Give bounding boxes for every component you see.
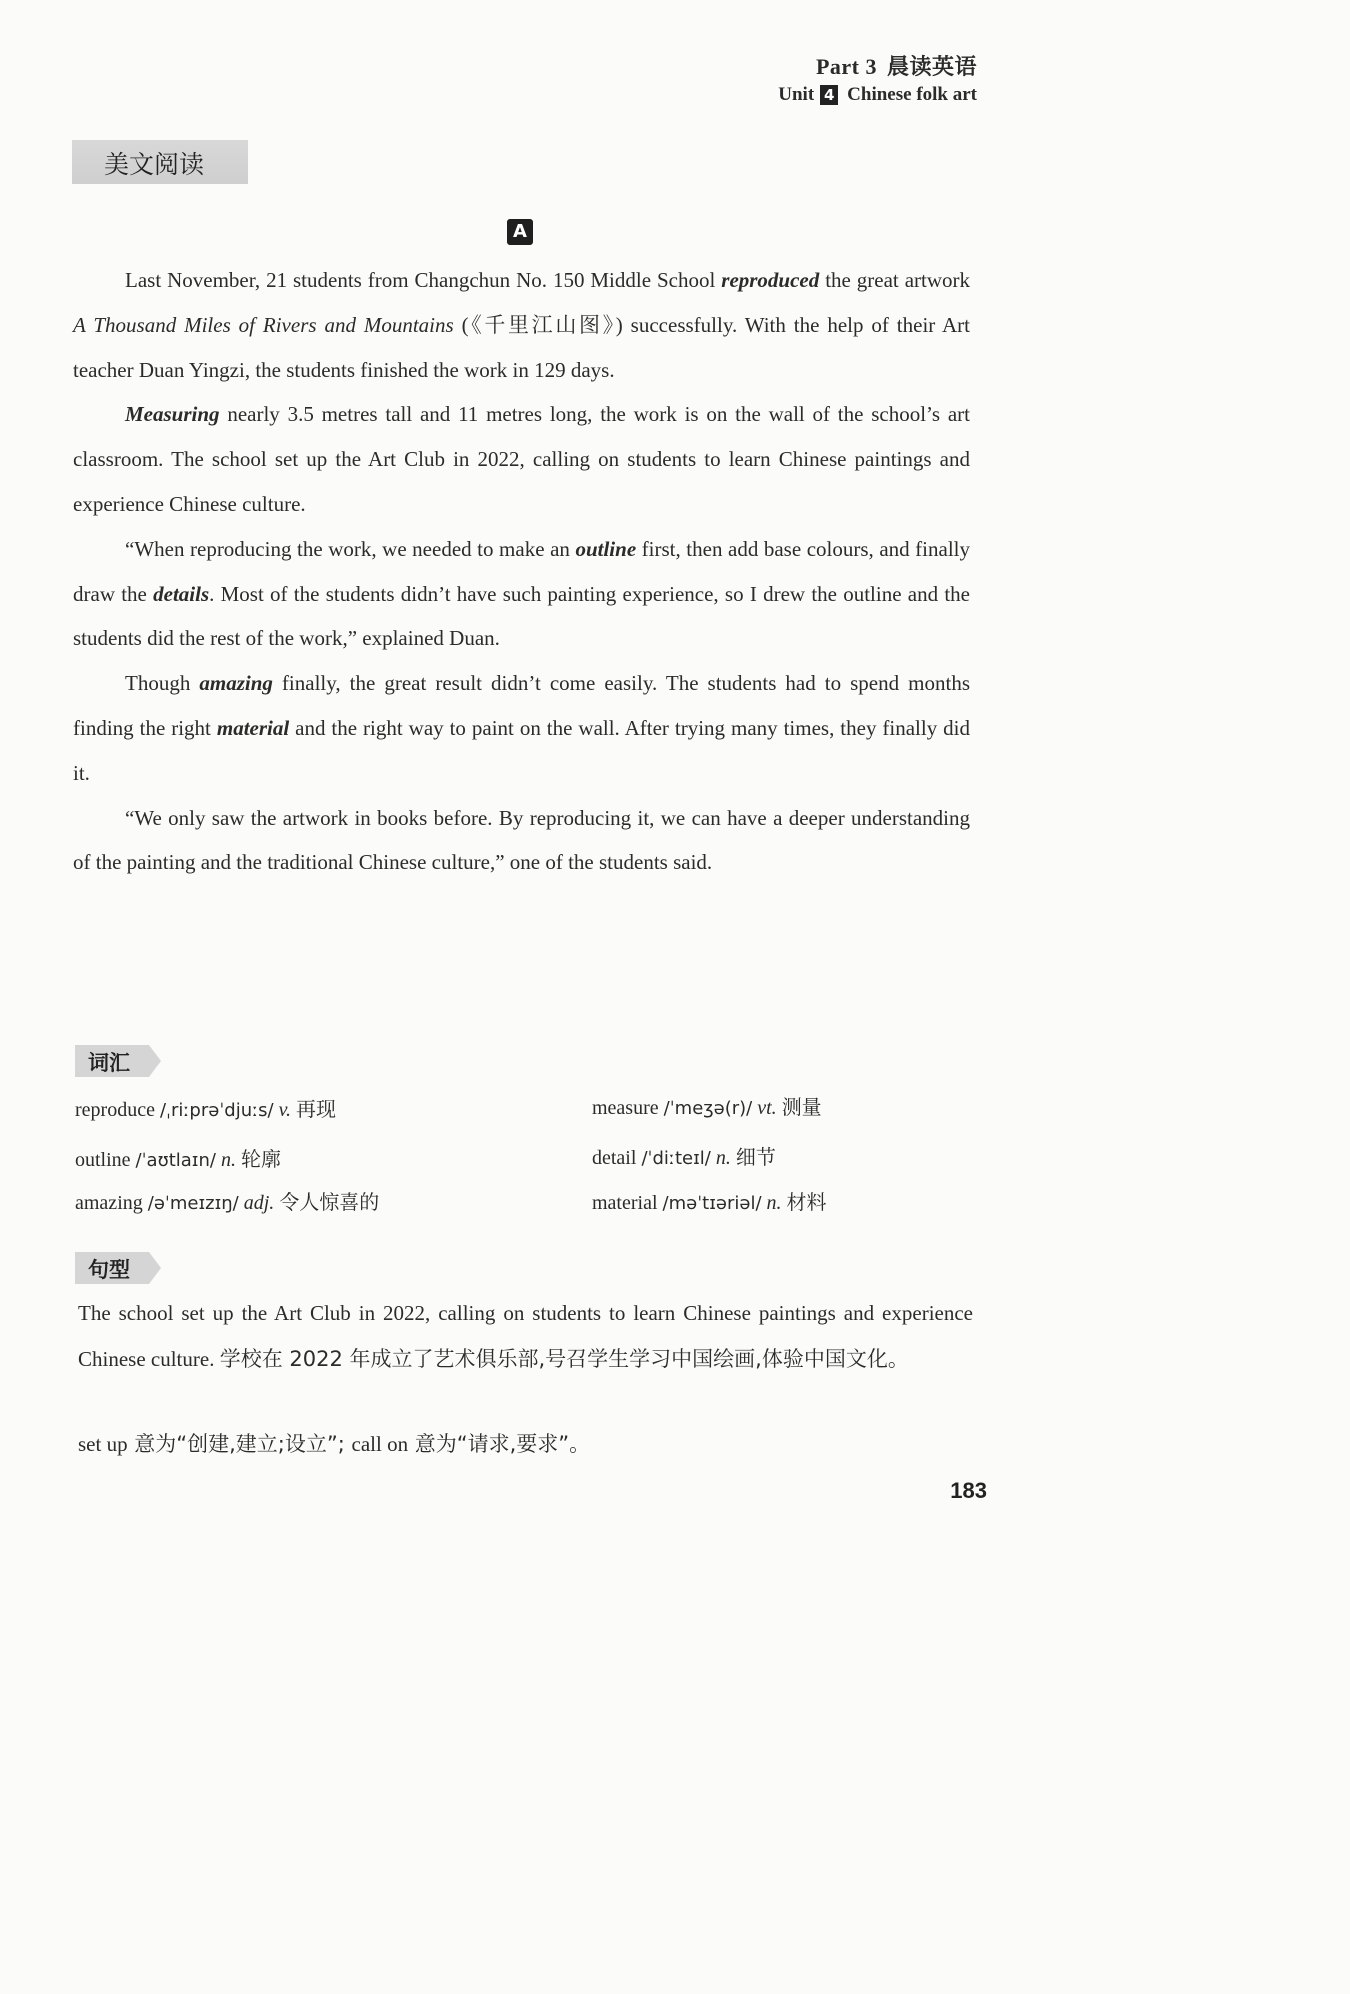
keyword: Measuring xyxy=(125,402,220,427)
vocab-entry xyxy=(75,1093,336,1122)
text-run: finally, the great result didn’t come easily. The students had to spend months finding the right xyxy=(73,671,970,740)
vocab-phonetic: /əˈmeɪzɪŋ/ xyxy=(147,1193,239,1214)
vocab-phonetic: /məˈtɪəriəl/ xyxy=(662,1193,762,1214)
sentence-english: The school set up the Art Club in 2022, calling on students to learn Chinese paintings and experience Chinese culture. xyxy=(78,1301,973,1371)
vocab-pos: vt. xyxy=(757,1097,777,1119)
vocab-phonetic: /ˈdiːteɪl/ xyxy=(641,1148,711,1169)
vocab-meaning: 轮廓 xyxy=(240,1147,281,1171)
vocab-phonetic: /ˌriːprəˈdjuːs/ xyxy=(159,1100,274,1121)
usage-note xyxy=(78,1428,590,1458)
part-label: Part 3 xyxy=(815,54,877,79)
page-number: 183 xyxy=(950,1478,987,1503)
vocab-entry xyxy=(592,1091,822,1120)
vocab-pos: v. xyxy=(278,1099,292,1121)
article-paragraph xyxy=(73,661,970,795)
vocab-title: 词汇 xyxy=(88,1051,130,1075)
article-paragraph xyxy=(73,527,970,661)
vocab-word: detail xyxy=(592,1147,637,1169)
keyword: details xyxy=(153,581,210,606)
text-run: the great artwork xyxy=(819,268,970,292)
phrase-meaning: 意为“请求,要求”。 xyxy=(408,1432,591,1456)
phrase-meaning: 意为“创建,建立;设立”; xyxy=(127,1432,352,1456)
artwork-title: A Thousand Miles of Rivers and Mountains xyxy=(73,312,454,337)
keyword: outline xyxy=(575,536,637,561)
text-run: first, then add base colours, and finally draw the xyxy=(73,536,971,606)
phrase: call on xyxy=(351,1432,409,1456)
vocab-pos: n. xyxy=(220,1149,236,1171)
vocab-entry xyxy=(75,1186,379,1215)
article-body xyxy=(73,258,970,885)
text-run: “We only saw the artwork in books before. By reproducing it, we can have a deeper understanding of the painting and the traditional Chinese culture,” one of the students said. xyxy=(73,805,970,875)
text-run: Last November, 21 students from Changchun No. 150 Middle School xyxy=(125,268,722,292)
part-heading xyxy=(816,50,977,81)
article-paragraph xyxy=(73,258,970,392)
section-title: 美文阅读 xyxy=(104,150,205,179)
phrase: set up xyxy=(78,1432,128,1456)
vocab-entry xyxy=(592,1141,776,1170)
text-run: . Most of the students didn’t have such painting experience, so I drew the outline and the students did the rest of the work,” explained Duan. xyxy=(73,581,971,651)
vocab-phonetic: /ˈaʊtlaɪn/ xyxy=(135,1150,216,1171)
text-run: nearly 3.5 metres tall and 11 metres long, the work is on the wall of the school’s art classroom. The school set up the Art Club in 2022, calling on students to learn Chinese paintings and experience Chinese culture. xyxy=(73,402,970,516)
unit-label: Unit xyxy=(778,84,815,105)
vocab-word: measure xyxy=(592,1097,659,1119)
vocab-word: outline xyxy=(75,1149,131,1171)
text-run: “When reproducing the work, we needed to make an xyxy=(125,536,576,561)
vocab-phonetic: /ˈmeʒə(r)/ xyxy=(663,1098,753,1119)
vocab-word: amazing xyxy=(75,1192,143,1214)
keyword: material xyxy=(216,715,290,740)
article-paragraph xyxy=(73,392,970,526)
vocab-word: reproduce xyxy=(75,1099,155,1121)
vocab-pos: n. xyxy=(766,1192,782,1214)
sentence-pattern xyxy=(78,1290,973,1382)
sentence-title: 句型 xyxy=(88,1258,130,1282)
passage-label-badge: A xyxy=(507,219,533,245)
unit-number-badge: 4 xyxy=(820,85,838,105)
vocab-meaning: 令人惊喜的 xyxy=(279,1190,380,1214)
text-run: (《千里江山图》) successfully. With the help of their Art teacher Duan Yingzi, the students finished the work in 129 days. xyxy=(73,312,971,382)
vocab-meaning: 测量 xyxy=(781,1095,822,1119)
part-title: 晨读英语 xyxy=(886,55,977,80)
unit-title: Chinese folk art xyxy=(847,84,977,105)
unit-heading xyxy=(778,84,977,106)
sentence-example xyxy=(78,1290,973,1382)
vocab-entry xyxy=(75,1143,281,1172)
article-paragraph xyxy=(73,796,970,886)
vocab-entry xyxy=(592,1186,827,1215)
text-run: and the right way to paint on the wall. After trying many times, they finally did it. xyxy=(73,715,971,785)
sentence-chinese: 学校在 2022 年成立了艺术俱乐部,号召学生学习中国绘画,体验中国文化。 xyxy=(219,1347,909,1371)
vocab-pos: adj. xyxy=(243,1192,275,1214)
keyword: amazing xyxy=(199,671,273,696)
vocab-meaning: 材料 xyxy=(786,1190,827,1214)
keyword: reproduced xyxy=(721,268,820,292)
vocab-word: material xyxy=(592,1192,658,1214)
vocab-meaning: 细节 xyxy=(735,1145,776,1169)
vocab-pos: n. xyxy=(715,1147,731,1169)
text-run: Though xyxy=(125,671,200,696)
vocab-meaning: 再现 xyxy=(296,1097,337,1121)
